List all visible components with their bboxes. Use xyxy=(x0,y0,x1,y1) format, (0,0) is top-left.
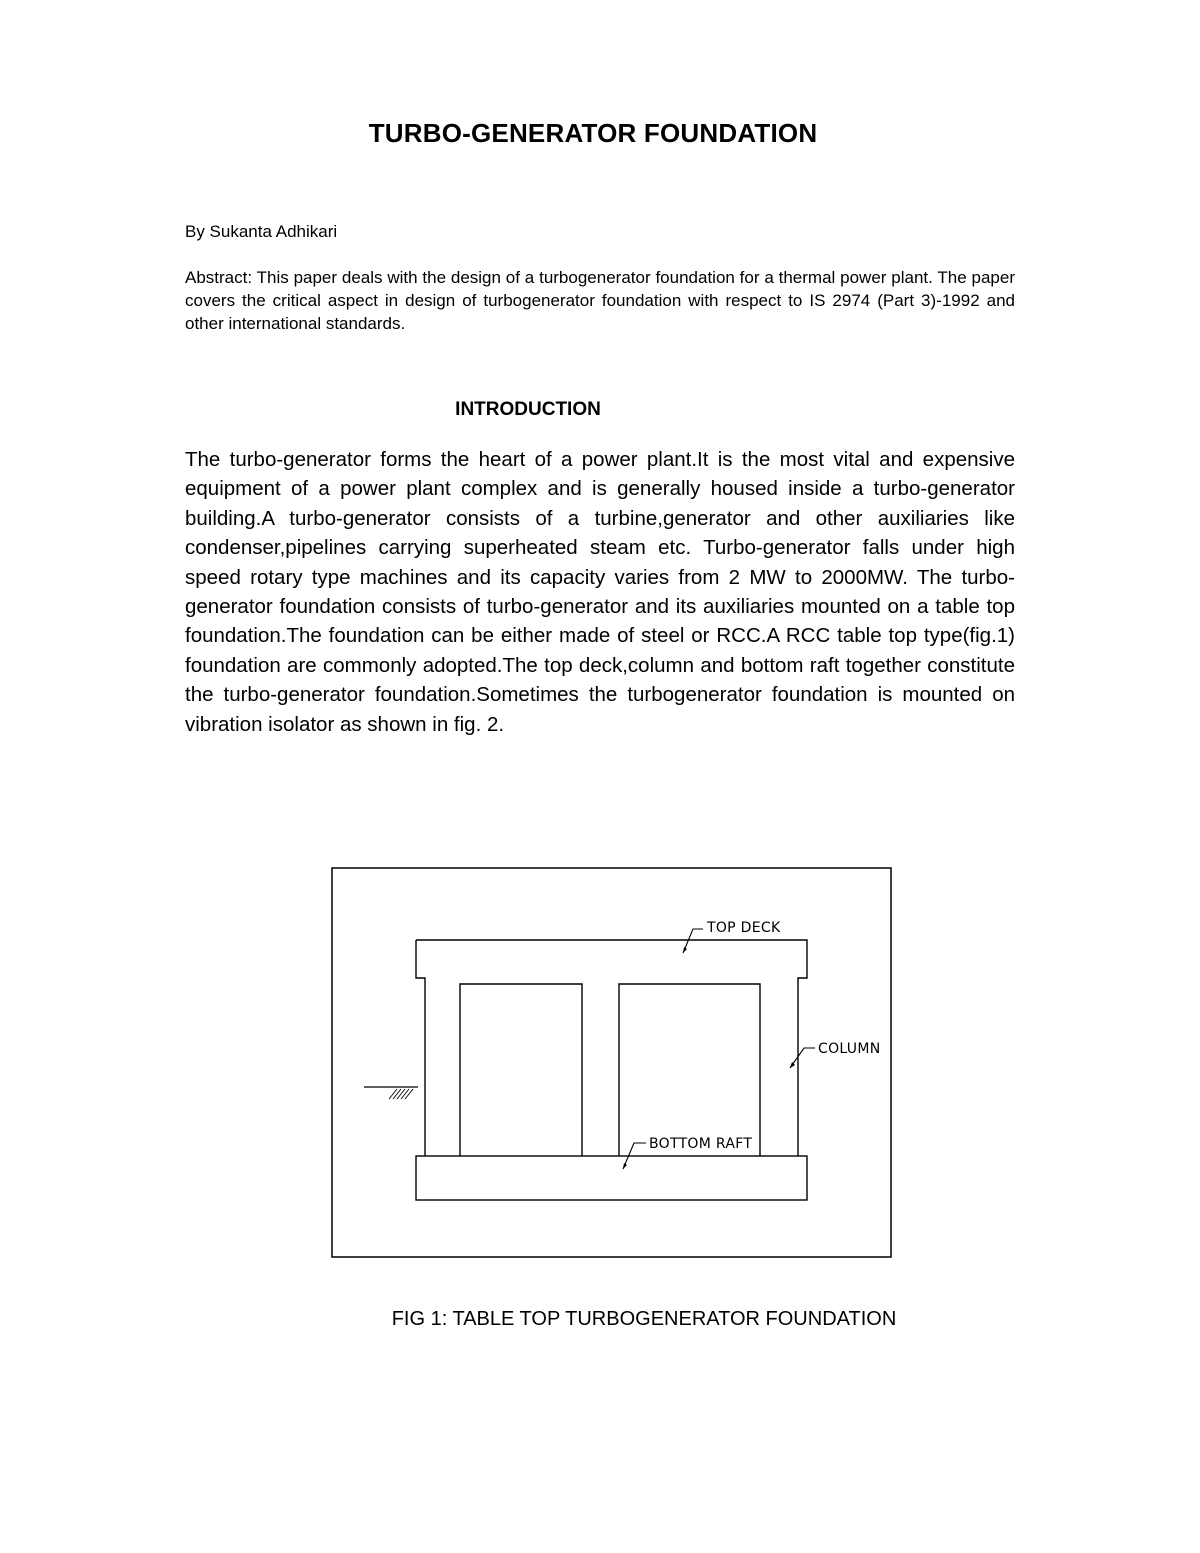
abstract-label: Abstract: xyxy=(185,268,253,287)
right-opening xyxy=(619,984,760,1156)
foundation-diagram xyxy=(331,867,892,1258)
bottom-raft-label: BOTTOM RAFT xyxy=(649,1136,753,1152)
ground-level-symbol xyxy=(364,1087,418,1099)
abstract-text: This paper deals with the design of a turbogenerator foundation for a thermal power plant. The paper covers the critical aspect in design of turbogenerator foundation with respect to IS 2974 (Part 3)-1992 and other international standards. xyxy=(185,268,1015,333)
left-opening xyxy=(460,984,582,1156)
column-label: COLUMN xyxy=(818,1041,881,1057)
paper-title: TURBO-GENERATOR FOUNDATION xyxy=(368,118,818,148)
column-leader xyxy=(790,1048,815,1068)
abstract-paragraph xyxy=(185,266,1015,335)
introduction-paragraph: The turbo-generator forms the heart of a power plant.It is the most vital and expensive equipment of a power plant complex and is generally housed inside a turbo-generator building.A turbo-generator consists of a turbine,generator and other auxiliaries like condenser,pipelines carrying superheated steam etc. Turbo-generator falls under high speed rotary type machines and its capacity varies from 2 MW to 2000MW. The turbo-generator foundation consists of turbo-generator and its auxiliaries mounted on a table top foundation.The foundation can be either made of steel or RCC.A RCC table top type(fig.1) foundation are commonly adopted.The top deck,column and bottom raft together constitute the turbo-generator foundation.Sometimes the turbogenerator foundation is mounted on vibration isolator as shown in fig. 2. xyxy=(185,448,1015,736)
figure-1 xyxy=(331,867,892,1258)
top-deck-label: TOP DECK xyxy=(707,920,781,936)
top-deck-outline xyxy=(416,940,807,1156)
figure-caption: FIG 1: TABLE TOP TURBOGENERATOR FOUNDATION xyxy=(391,1308,897,1330)
bottom-raft-outline xyxy=(416,1156,807,1200)
author-line: By Sukanta Adhikari xyxy=(185,222,338,241)
introduction-heading: INTRODUCTION xyxy=(455,399,601,420)
